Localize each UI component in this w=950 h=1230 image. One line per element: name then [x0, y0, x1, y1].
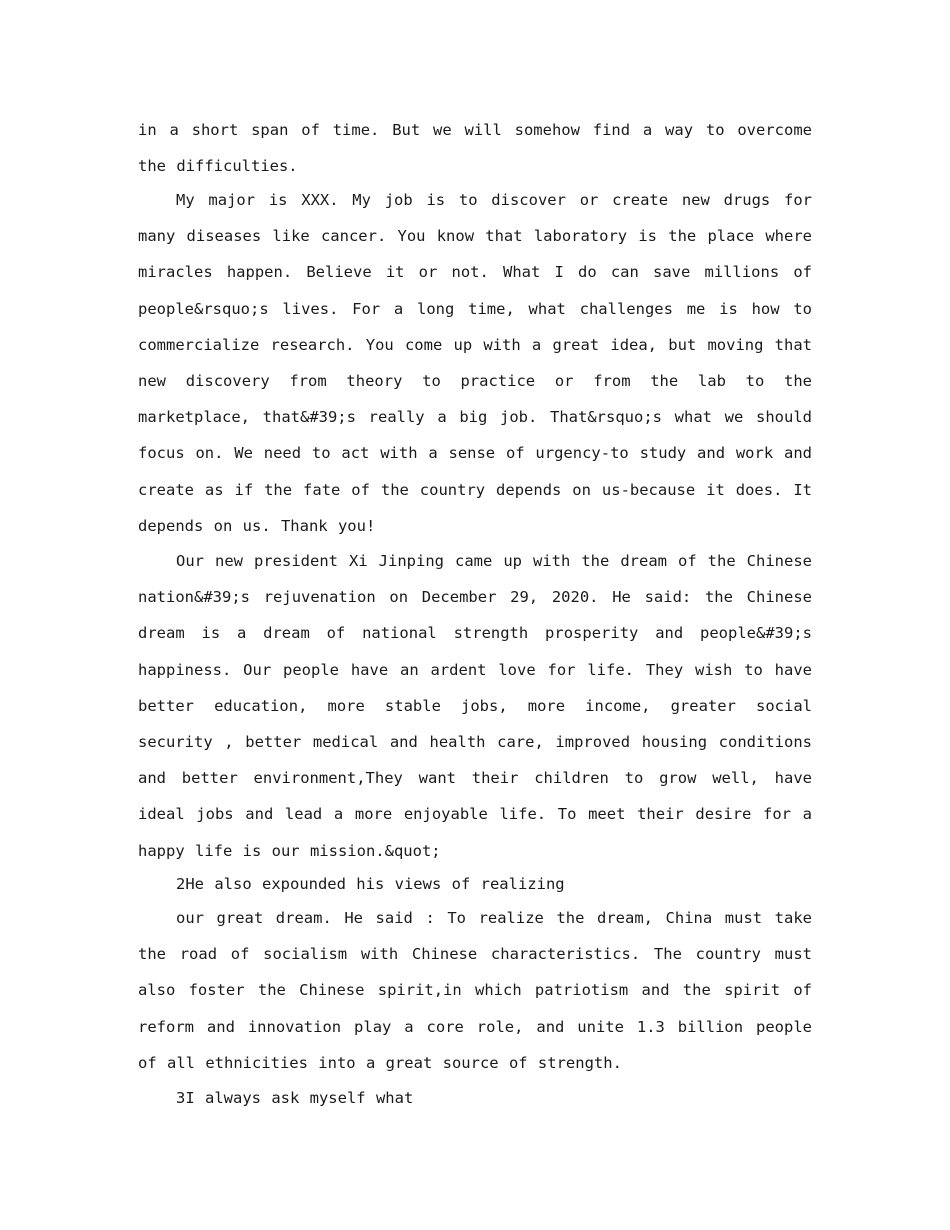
paragraph-chinese-dream: Our new president Xi Jinping came up with the dream of the Chinese nation&#39;s rejuvenation on December 29, 2020. He said: the Chinese dream is a dream of national strength prosperity and people&#39;s happiness. Our people have an ardent love for life. They wish to have better education, more stable jobs, more income, greater social security , better medical and health care, improved housing conditions and better environment,They want their children to grow well, have ideal jobs and lead a more enjoyable life. To meet their desire for a happy life is our mission.&quot;	[138, 552, 812, 860]
paragraph-heading-3: 3I always ask myself what	[176, 1089, 414, 1107]
paragraph-heading-2: 2He also expounded his views of realizing	[176, 875, 565, 893]
paragraph-major: My major is XXX. My job is to discover or create new drugs for many diseases like cancer. You know that laboratory is the place where miracles happen. Believe it or not. What I do can save millions of people&rsquo;s lives. For a long time, what challenges me is how to commercialize research. You come up with a great idea, but moving that new discovery from theory to practice or from the lab to the marketplace, that&#39;s really a big job. That&rsquo;s what we should focus on. We need to act with a sense of urgency-to study and work and create as if the fate of the country depends on us-because it does. It depends on us. Thank you!	[138, 191, 812, 535]
paragraph-realize-dream: our great dream. He said : To realize the dream, China must take the road of socialism with Chinese characteristics. The country must also foster the Chinese spirit,in which patriotism and the spirit of reform and innovation play a core role, and unite 1.3 billion people of all ethnicities into a great source of strength.	[138, 909, 812, 1072]
paragraph-continuation: in a short span of time. But we will somehow find a way to overcome the difficulties.	[138, 121, 812, 176]
